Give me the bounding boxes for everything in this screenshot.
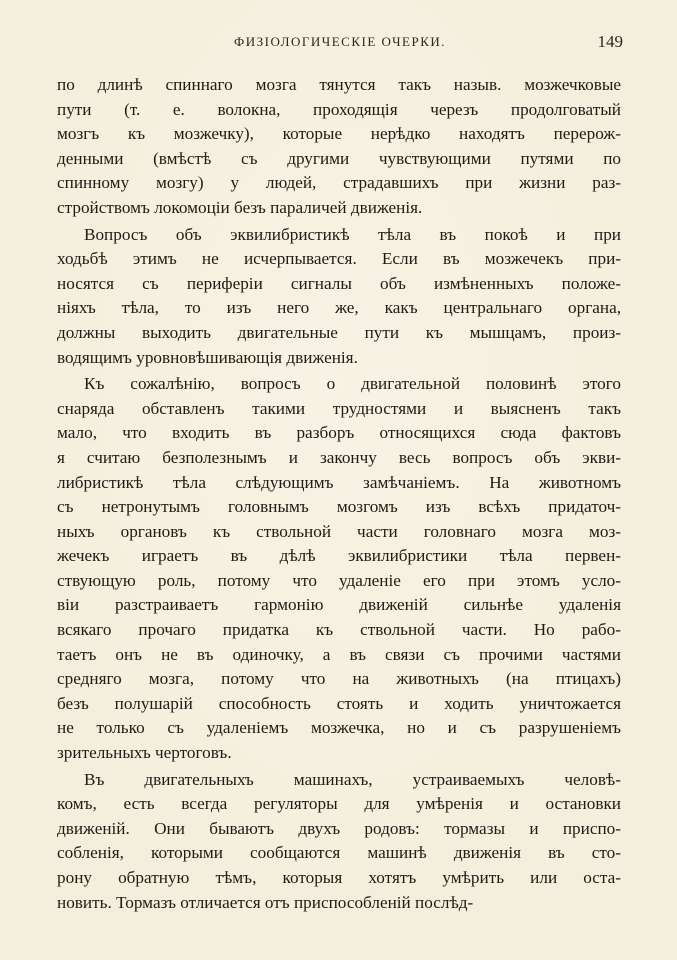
body-text <box>57 73 621 915</box>
text-line: движеній. Они бываютъ двухъ родовъ: тормазы и приспо- <box>57 818 621 838</box>
text-line: Вопросъ объ эквилибристикѣ тѣла въ покоѣ и при <box>84 224 621 244</box>
text-line: зрительныхъ чертоговъ. <box>57 743 232 763</box>
text-line: носятся съ периферіи сигналы объ измѣненныхъ положе- <box>57 273 621 293</box>
paragraph <box>57 73 621 221</box>
text-line: новить. Тормазъ отличается отъ приспособленій послѣд- <box>57 892 474 912</box>
text-line: рону обратную тѣмъ, которыя хотятъ умѣрить или оста- <box>57 868 621 887</box>
text-line: спинному мозгу) у людей, страдавшихъ при жизни раз- <box>57 173 621 193</box>
text-line: водящимъ уровновѣшивающія движенія. <box>57 347 358 367</box>
text-line: всякаго прочаго придатка къ ствольной части. Но рабо- <box>57 620 621 640</box>
text-line: ніяхъ тѣла, то изъ него же, какъ центральнаго органа, <box>57 298 621 318</box>
text-line: віи разстраиваетъ гармонію движеній сильнѣе удаленія <box>57 595 621 615</box>
running-title: ФИЗІОЛОГИЧЕСКІЕ ОЧЕРКИ. <box>233 34 447 49</box>
text-line: ствующую роль, потому что удаленіе его при этомъ усло- <box>57 570 621 590</box>
text-line: по длинѣ спиннаго мозга тянутся такъ назыв. мозжечковые <box>57 75 621 94</box>
text-line: средняго мозга, потому что на животныхъ (на птицахъ) <box>57 669 621 689</box>
text-line: снаряда обставленъ такими трудностями и выясненъ такъ <box>57 398 621 418</box>
text-line: Къ сожалѣнію, вопросъ о двигательной половинѣ этого <box>84 374 621 394</box>
text-line: Въ двигательныхъ машинахъ, устраиваемыхъ человѣ- <box>84 769 621 789</box>
page-header <box>57 34 623 54</box>
text-line: жечекъ играетъ въ дѣлѣ эквилибристики тѣла первен- <box>57 546 621 566</box>
text-line: либристикѣ тѣла слѣдующимъ замѣчаніемъ. На животномъ <box>57 472 621 492</box>
text-line: должны выходить двигательные пути къ мышцамъ, произ- <box>57 322 621 342</box>
text-line: комъ, есть всегда регуляторы для умѣренія и остановки <box>57 794 621 814</box>
paragraph <box>57 768 621 916</box>
text-line: не только съ удаленіемъ мозжечка, но и съ разрушеніемъ <box>57 718 621 738</box>
page-number: 149 <box>597 32 623 51</box>
text-line: мозгъ къ мозжечку), которые нерѣдко находятъ перерож- <box>57 124 621 144</box>
text-line: ходьбѣ этимъ не исчерпывается. Если въ мозжечекъ при- <box>57 249 621 269</box>
text-line: я считаю безполезнымъ и закончу весь вопросъ объ экви- <box>57 447 621 467</box>
text-line: таетъ онъ не въ одиночку, а въ связи съ прочими частями <box>57 644 621 664</box>
paragraph <box>57 372 621 766</box>
text-line: собленія, которыми сообщаются машинѣ движенія въ сто- <box>57 843 621 863</box>
text-line: мало, что входить въ разборъ относящихся сюда фактовъ <box>57 423 621 443</box>
text-line: съ нетронутымъ головнымъ мозгомъ изъ всѣхъ придаточ- <box>57 497 621 517</box>
text-line: ныхъ органовъ къ ствольной части головнаго мозга моз- <box>57 521 621 541</box>
text-line: денными (вмѣстѣ съ другими чувствующими путями по <box>57 148 621 168</box>
text-line: безъ полушарій способность стоять и ходить уничтожается <box>57 693 621 713</box>
text-line: стройствомъ локомоціи безъ параличей движенія. <box>57 197 423 217</box>
text-line: пути (т. е. волокна, проходящія черезъ продолговатый <box>57 99 621 119</box>
paragraph <box>57 223 621 371</box>
